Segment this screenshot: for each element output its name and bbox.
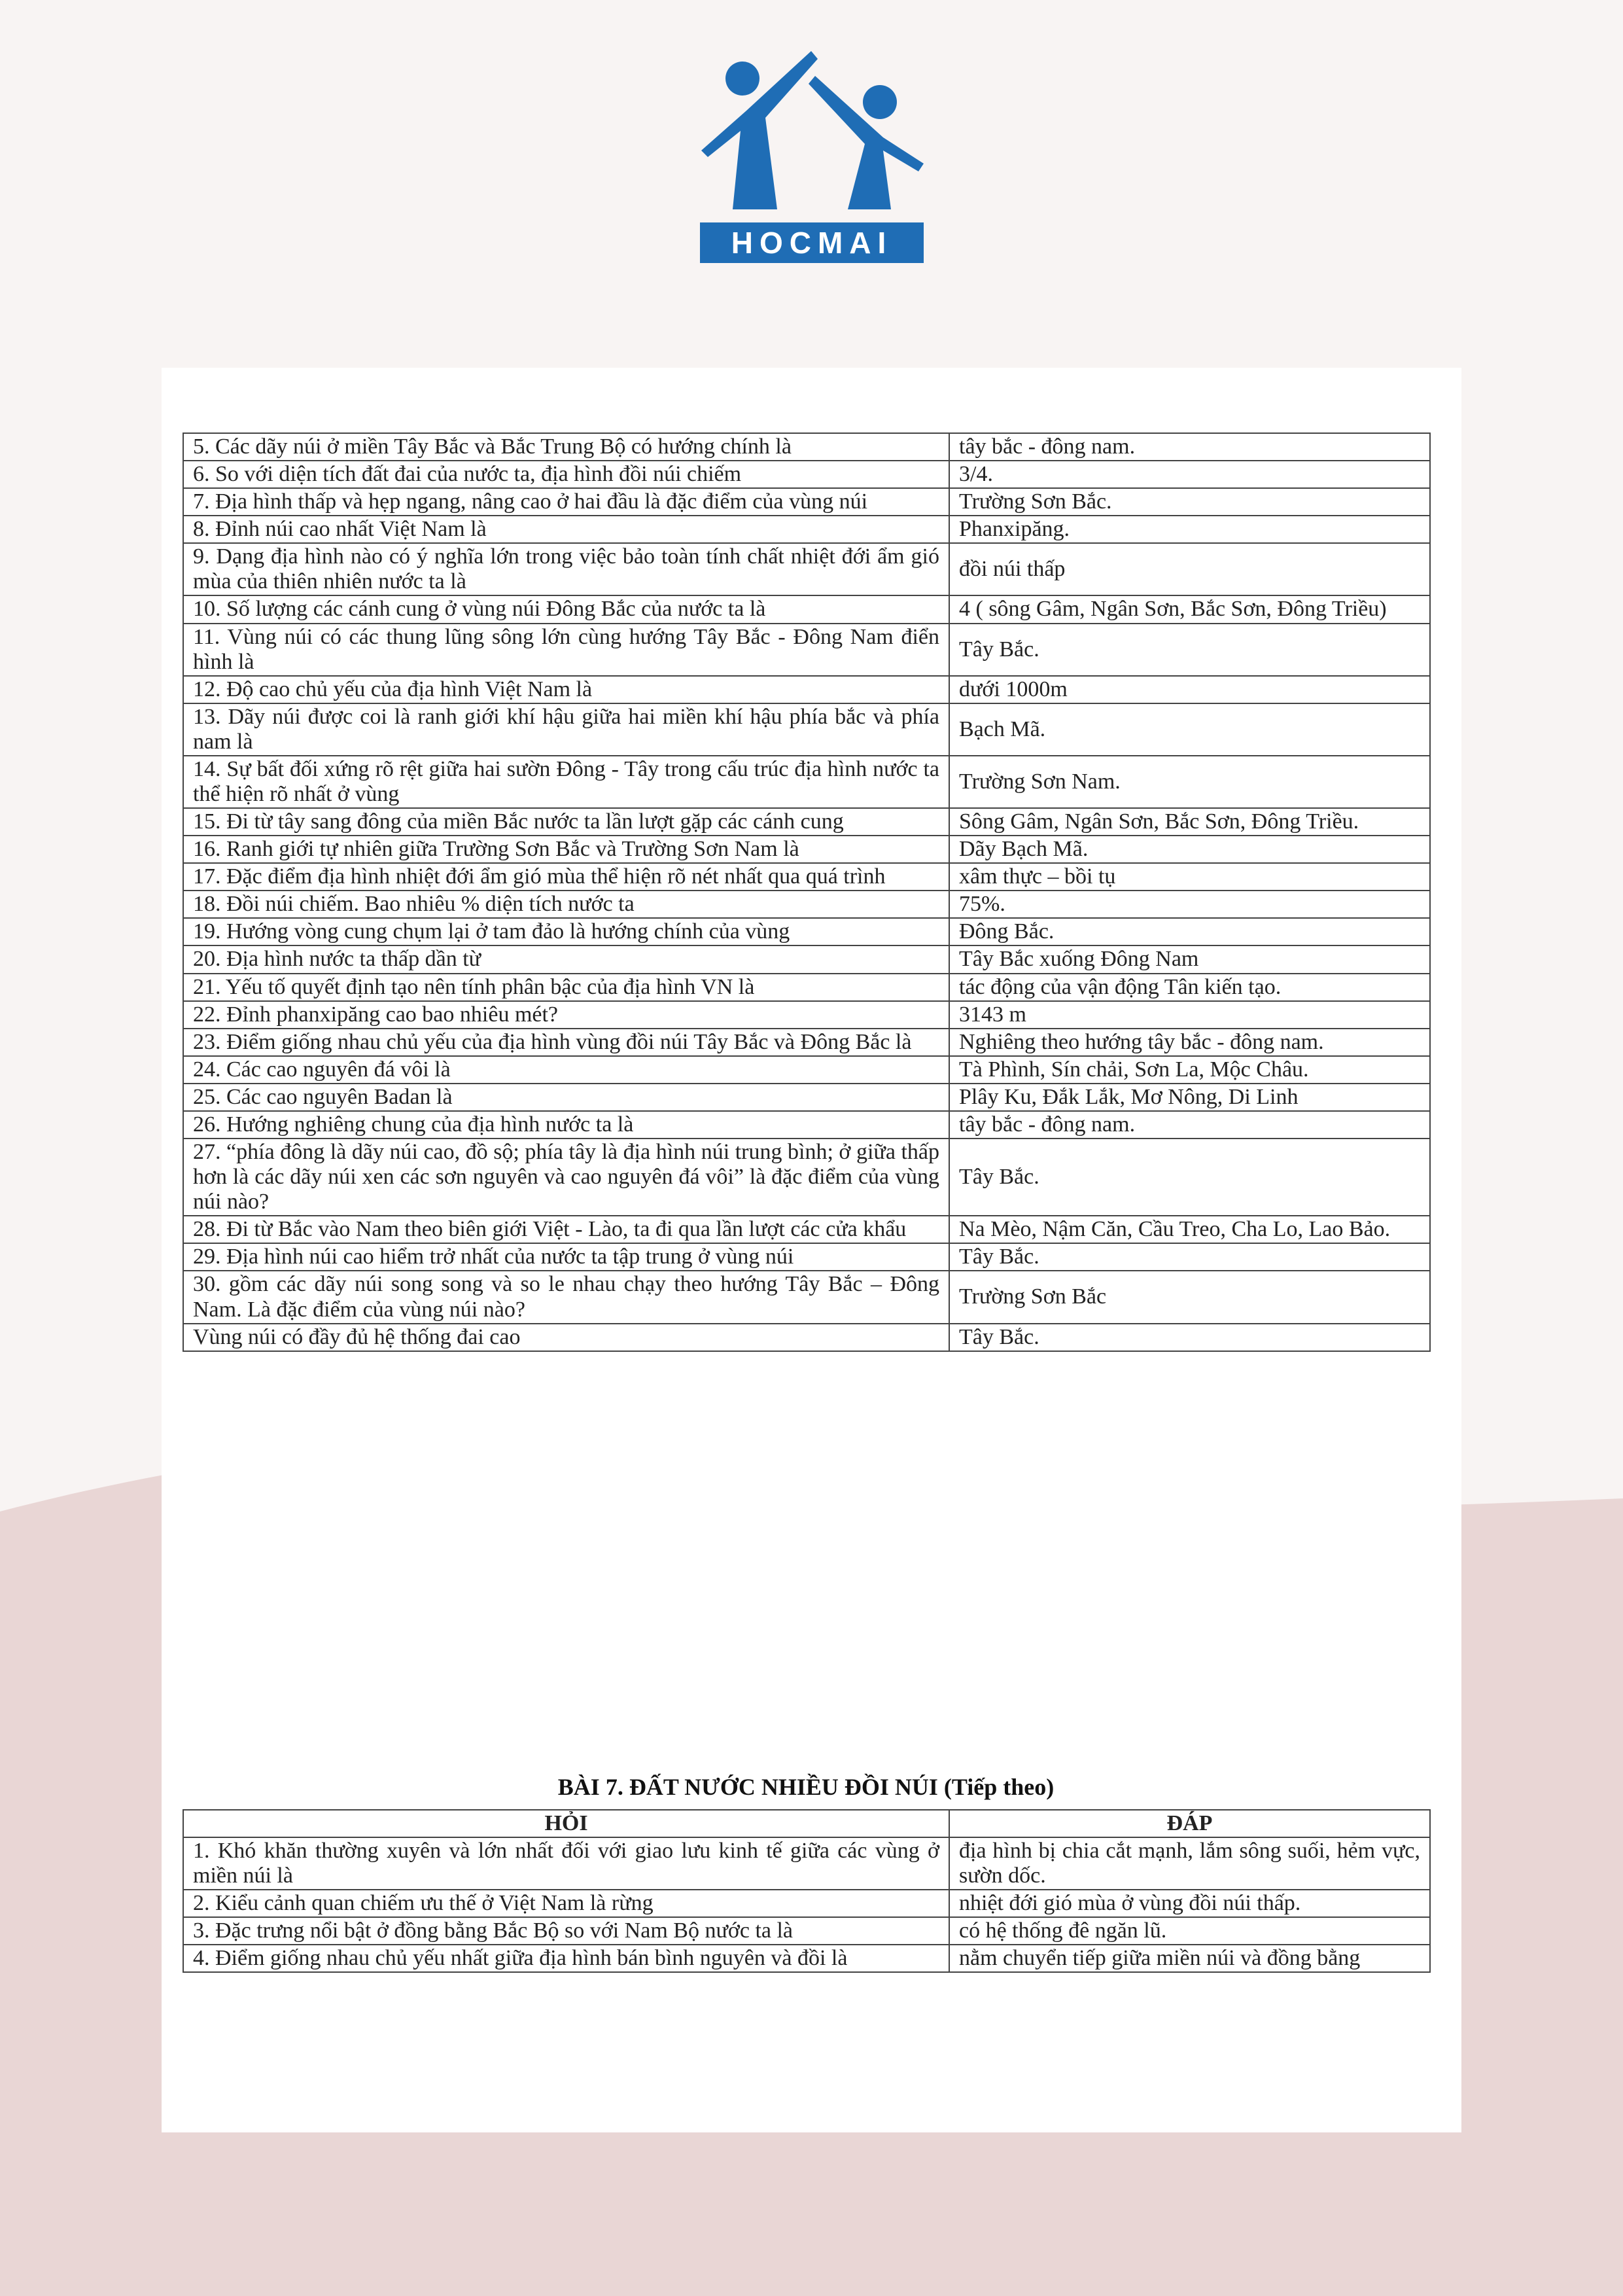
answer-cell: dưới 1000m [949,676,1430,703]
table-row [183,1945,1430,1972]
table-row [183,1324,1430,1351]
question-cell: 30. gồm các dãy núi song song và so le nhau chạy theo hướng Tây Bắc – Đông Nam. Là đặc điểm của vùng núi nào? [183,1271,949,1323]
table-row [183,676,1430,703]
table-row [183,974,1430,1001]
table-row [183,1084,1430,1111]
table-row [183,1001,1430,1029]
table-row [183,488,1430,516]
table-row [183,543,1430,595]
answer-cell: nằm chuyển tiếp giữa miền núi và đồng bằng [949,1945,1430,1972]
question-cell: 3. Đặc trưng nổi bật ở đồng bằng Bắc Bộ so với Nam Bộ nước ta là [183,1917,949,1945]
answer-cell: có hệ thống đê ngăn lũ. [949,1917,1430,1945]
table-row [183,624,1430,676]
table-row [183,808,1430,836]
table-row [183,1216,1430,1243]
answer-cell: 3/4. [949,461,1430,488]
table-row [183,703,1430,756]
question-cell: 4. Điểm giống nhau chủ yếu nhất giữa địa hình bán bình nguyên và đồi là [183,1945,949,1972]
question-cell: 17. Đặc điểm địa hình nhiệt đới ẩm gió mùa thể hiện rõ nét nhất qua quá trình [183,863,949,891]
question-cell: 15. Đi từ tây sang đông của miền Bắc nước ta lần lượt gặp các cánh cung [183,808,949,836]
answer-cell: tây bắc - đông nam. [949,433,1430,461]
question-cell: 19. Hướng vòng cung chụm lại ở tam đảo là hướng chính của vùng [183,918,949,945]
question-cell: 14. Sự bất đối xứng rõ rệt giữa hai sườn Đông - Tây trong cấu trúc địa hình nước ta thể hiện rõ nhất ở vùng [183,756,949,808]
question-cell: 6. So với diện tích đất đai của nước ta, địa hình đồi núi chiếm [183,461,949,488]
question-cell: 18. Đồi núi chiếm. Bao nhiêu % diện tích nước ta [183,891,949,918]
table-row [183,461,1430,488]
logo-wordmark: HOCMAI [700,222,924,263]
answer-cell: Sông Gâm, Ngân Sơn, Bắc Sơn, Đông Triều. [949,808,1430,836]
question-cell: 27. “phía đông là dãy núi cao, đồ sộ; phía tây là địa hình núi trung bình; ở giữa thấp hơn là các dãy núi xen các sơn nguyên và cao nguyên đá vôi” là đặc điểm của vùng núi nào? [183,1139,949,1216]
table-row [183,1111,1430,1139]
answer-cell: Tây Bắc xuống Đông Nam [949,945,1430,973]
answer-cell: Trường Sơn Bắc [949,1271,1430,1323]
table-row [183,1890,1430,1917]
qa-table-2 [183,1809,1431,1973]
question-cell: 13. Dãy núi được coi là ranh giới khí hậu giữa hai miền khí hậu phía bắc và phía nam là [183,703,949,756]
answer-cell: Plây Ku, Đắk Lắk, Mơ Nông, Di Linh [949,1084,1430,1111]
answer-cell: địa hình bị chia cắt mạnh, lắm sông suối, hẻm vực, sườn dốc. [949,1837,1430,1890]
answer-cell: tác động của vận động Tân kiến tạo. [949,974,1430,1001]
table-row [183,863,1430,891]
table-row [183,1056,1430,1084]
answer-cell: Đông Bắc. [949,918,1430,945]
question-cell: Vùng núi có đầy đủ hệ thống đai cao [183,1324,949,1351]
answer-cell: Trường Sơn Nam. [949,756,1430,808]
answer-cell: Phanxipăng. [949,516,1430,543]
answer-cell: 75%. [949,891,1430,918]
answer-cell: Tà Phình, Sín chải, Sơn La, Mộc Châu. [949,1056,1430,1084]
question-cell: 5. Các dãy núi ở miền Tây Bắc và Bắc Trung Bộ có hướng chính là [183,433,949,461]
question-cell: 26. Hướng nghiêng chung của địa hình nước ta là [183,1111,949,1139]
answer-cell: 4 ( sông Gâm, Ngân Sơn, Bắc Sơn, Đông Triều) [949,595,1430,623]
table-row [183,1917,1430,1945]
answer-cell: đồi núi thấp [949,543,1430,595]
table-row [183,1139,1430,1216]
qa-table-1 [183,433,1431,1352]
question-cell: 20. Địa hình nước ta thấp dần từ [183,945,949,973]
table-row [183,918,1430,945]
answer-cell: Tây Bắc. [949,1243,1430,1271]
logo-figures-icon [693,46,929,222]
answer-cell: xâm thực – bồi tụ [949,863,1430,891]
hocmai-logo [693,46,929,275]
answer-cell: Nghiêng theo hướng tây bắc - đông nam. [949,1029,1430,1056]
document-page [162,368,1461,2132]
question-cell: 12. Độ cao chủ yếu của địa hình Việt Nam là [183,676,949,703]
question-cell: 10. Số lượng các cánh cung ở vùng núi Đông Bắc của nước ta là [183,595,949,623]
answer-cell: 3143 m [949,1001,1430,1029]
question-cell: 25. Các cao nguyên Badan là [183,1084,949,1111]
table-row [183,756,1430,808]
answer-cell: Tây Bắc. [949,1324,1430,1351]
question-cell: 16. Ranh giới tự nhiên giữa Trường Sơn Bắc và Trường Sơn Nam là [183,836,949,863]
answer-cell: Tây Bắc. [949,1139,1430,1216]
table-row [183,836,1430,863]
table-row [183,891,1430,918]
question-cell: 2. Kiểu cảnh quan chiếm ưu thế ở Việt Nam là rừng [183,1890,949,1917]
question-cell: 23. Điểm giống nhau chủ yếu của địa hình vùng đồi núi Tây Bắc và Đông Bắc là [183,1029,949,1056]
table-row [183,595,1430,623]
answer-cell: Na Mèo, Nậm Căn, Cầu Treo, Cha Lo, Lao Bảo. [949,1216,1430,1243]
question-cell: 28. Đi từ Bắc vào Nam theo biên giới Việt - Lào, ta đi qua lần lượt các cửa khẩu [183,1216,949,1243]
question-cell: 21. Yếu tố quyết định tạo nên tính phân bậc của địa hình VN là [183,974,949,1001]
column-header-question: HỎI [183,1810,949,1837]
table-row [183,1243,1430,1271]
question-cell: 8. Đỉnh núi cao nhất Việt Nam là [183,516,949,543]
answer-cell: Trường Sơn Bắc. [949,488,1430,516]
answer-cell: tây bắc - đông nam. [949,1111,1430,1139]
question-cell: 9. Dạng địa hình nào có ý nghĩa lớn trong việc bảo toàn tính chất nhiệt đới ẩm gió mùa của thiên nhiên nước ta là [183,543,949,595]
answer-cell: Tây Bắc. [949,624,1430,676]
table-row [183,516,1430,543]
table-row [183,433,1430,461]
question-cell: 24. Các cao nguyên đá vôi là [183,1056,949,1084]
table-row [183,1271,1430,1323]
answer-cell: Dãy Bạch Mã. [949,836,1430,863]
table-header-row [183,1810,1430,1837]
question-cell: 11. Vùng núi có các thung lũng sông lớn cùng hướng Tây Bắc - Đông Nam điển hình là [183,624,949,676]
question-cell: 22. Đỉnh phanxipăng cao bao nhiêu mét? [183,1001,949,1029]
column-header-answer: ĐÁP [949,1810,1430,1837]
answer-cell: Bạch Mã. [949,703,1430,756]
question-cell: 1. Khó khăn thường xuyên và lớn nhất đối với giao lưu kinh tế giữa các vùng ở miền núi là [183,1837,949,1890]
answer-cell: nhiệt đới gió mùa ở vùng đồi núi thấp. [949,1890,1430,1917]
table-row [183,1837,1430,1890]
question-cell: 7. Địa hình thấp và hẹp ngang, nâng cao ở hai đầu là đặc điểm của vùng núi [183,488,949,516]
table-row [183,1029,1430,1056]
question-cell: 29. Địa hình núi cao hiểm trở nhất của nước ta tập trung ở vùng núi [183,1243,949,1271]
section-title: BÀI 7. ĐẤT NƯỚC NHIỀU ĐỒI NÚI (Tiếp theo) [557,1774,1055,1800]
table-row [183,945,1430,973]
